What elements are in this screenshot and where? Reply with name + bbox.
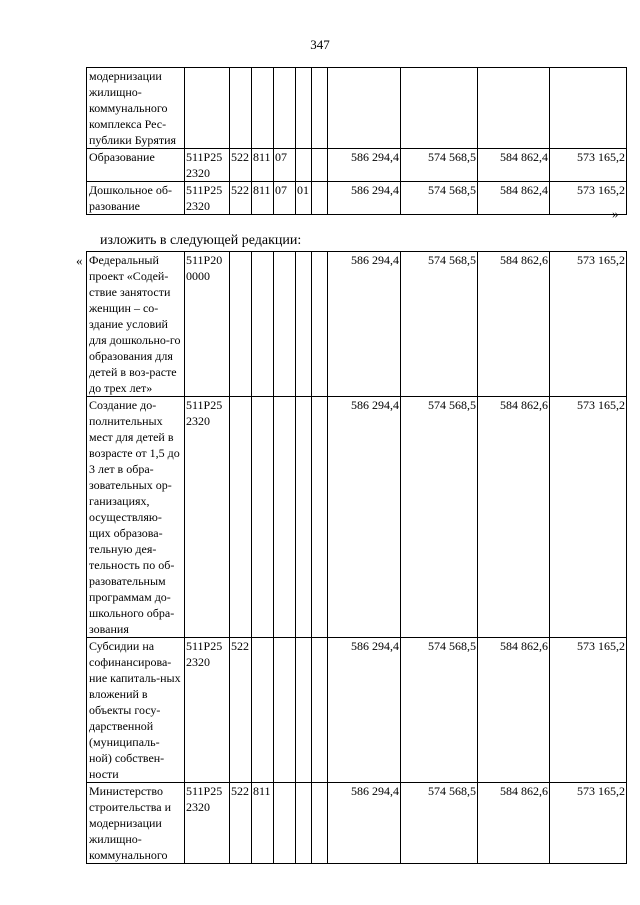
table-row (87, 638, 627, 783)
amount-2-cell: 574 568,5 (401, 397, 478, 638)
subsection-code-cell: 07 (274, 149, 296, 182)
amount-3-cell: 584 862,6 (478, 638, 550, 783)
amount-1-cell (328, 68, 401, 149)
table-row (87, 182, 627, 215)
amount-3-cell: 584 862,6 (478, 252, 550, 397)
extra-code-cell (312, 638, 328, 783)
expense-type-code-cell (296, 783, 312, 864)
table-row (87, 783, 627, 864)
page-number: 347 (310, 37, 330, 52)
target-article-code-cell: 511Р25 2320 (185, 638, 230, 783)
amount-3-cell: 584 862,4 (478, 149, 550, 182)
target-article-code-cell: 511Р25 2320 (185, 397, 230, 638)
target-article-code-cell (185, 68, 230, 149)
intro-text: изложить в следующей редакции: (100, 233, 302, 248)
section-code-cell: 811 (252, 783, 274, 864)
table-row (87, 68, 627, 149)
expense-type-code-cell (296, 68, 312, 149)
amount-2-cell: 574 568,5 (401, 149, 478, 182)
extra-code-cell (312, 68, 328, 149)
extra-code-cell (312, 783, 328, 864)
row-name-cell: Образование (87, 149, 185, 182)
extra-code-cell (312, 182, 328, 215)
opening-quote: « (76, 253, 83, 268)
grbs-code-cell (230, 252, 252, 397)
grbs-code-cell: 522 (230, 638, 252, 783)
section-code-cell (252, 68, 274, 149)
section-code-cell (252, 252, 274, 397)
target-article-code-cell: 511Р25 2320 (185, 182, 230, 215)
expense-type-code-cell (296, 397, 312, 638)
amount-3-cell: 584 862,4 (478, 182, 550, 215)
grbs-code-cell: 522 (230, 182, 252, 215)
budget-table-bottom (86, 251, 627, 864)
row-name-cell: модернизации жилищно-коммунального комплекса Рес-публики Бурятия (87, 68, 185, 149)
amount-4-cell: 573 165,2 (550, 149, 627, 182)
amount-3-cell: 584 862,6 (478, 397, 550, 638)
amount-1-cell: 586 294,4 (328, 638, 401, 783)
subsection-code-cell (274, 783, 296, 864)
expense-type-code-cell (296, 149, 312, 182)
amount-1-cell: 586 294,4 (328, 252, 401, 397)
subsection-code-cell (274, 397, 296, 638)
amount-1-cell: 586 294,4 (328, 149, 401, 182)
amount-4-cell (550, 68, 627, 149)
grbs-code-cell: 522 (230, 149, 252, 182)
grbs-code-cell: 522 (230, 783, 252, 864)
amount-2-cell (401, 68, 478, 149)
expense-type-code-cell: 01 (296, 182, 312, 215)
grbs-code-cell (230, 397, 252, 638)
expense-type-code-cell (296, 638, 312, 783)
amount-1-cell: 586 294,4 (328, 397, 401, 638)
amount-2-cell: 574 568,5 (401, 252, 478, 397)
subsection-code-cell: 07 (274, 182, 296, 215)
amount-2-cell: 574 568,5 (401, 182, 478, 215)
closing-quote: » (612, 206, 619, 221)
amount-1-cell: 586 294,4 (328, 182, 401, 215)
amount-1-cell: 586 294,4 (328, 783, 401, 864)
budget-table-top-body (87, 68, 627, 215)
subsection-code-cell (274, 638, 296, 783)
subsection-code-cell (274, 68, 296, 149)
budget-table-bottom-body (87, 252, 627, 864)
section-code-cell (252, 397, 274, 638)
section-code-cell (252, 638, 274, 783)
amount-3-cell (478, 68, 550, 149)
row-name-cell: Министерство строительства и модернизации жилищно-коммунального (87, 783, 185, 864)
amount-3-cell: 584 862,6 (478, 783, 550, 864)
budget-table-top (86, 67, 627, 215)
section-code-cell: 811 (252, 149, 274, 182)
amount-4-cell: 573 165,2 (550, 252, 627, 397)
table-row (87, 252, 627, 397)
section-code-cell: 811 (252, 182, 274, 215)
amount-4-cell: 573 165,2 (550, 783, 627, 864)
row-name-cell: Дошкольное об-разование (87, 182, 185, 215)
amount-4-cell: 573 165,2 (550, 182, 627, 215)
grbs-code-cell (230, 68, 252, 149)
table-row (87, 149, 627, 182)
extra-code-cell (312, 149, 328, 182)
amount-2-cell: 574 568,5 (401, 783, 478, 864)
row-name-cell: Создание до-полнительных мест для детей в возрасте от 1,5 до 3 лет в обра-зовательных ор-ганизациях, осуществляю-щих образова-тельную дея-тельность по об-разовательным программам до-школьного обра-зования (87, 397, 185, 638)
extra-code-cell (312, 252, 328, 397)
expense-type-code-cell (296, 252, 312, 397)
amount-2-cell: 574 568,5 (401, 638, 478, 783)
target-article-code-cell: 511Р25 2320 (185, 783, 230, 864)
subsection-code-cell (274, 252, 296, 397)
amount-4-cell: 573 165,2 (550, 397, 627, 638)
table-row (87, 397, 627, 638)
extra-code-cell (312, 397, 328, 638)
row-name-cell: Федеральный проект «Содей-ствие занятости женщин – со-здание условий для дошкольно-го образования для детей в воз-расте до трех лет» (87, 252, 185, 397)
target-article-code-cell: 511Р25 2320 (185, 149, 230, 182)
amount-4-cell: 573 165,2 (550, 638, 627, 783)
target-article-code-cell: 511Р20 0000 (185, 252, 230, 397)
row-name-cell: Субсидии на софинансирова-ние капиталь-ных вложений в объекты госу-дарственной (муниципаль-ной) собствен-ности (87, 638, 185, 783)
